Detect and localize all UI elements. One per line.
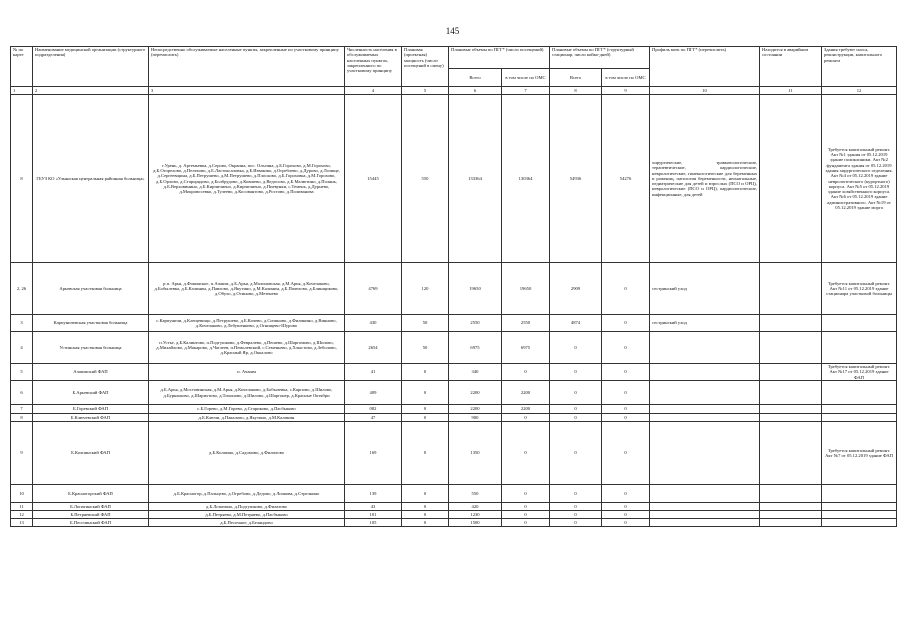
row-beds-oms: 0: [602, 414, 650, 422]
row-population: 2654: [345, 332, 402, 364]
table-row: [11, 263, 897, 315]
header-bed-profile: Профиль коек по ПГГ* (перечислить): [650, 47, 760, 87]
column-number: 9: [602, 87, 650, 95]
row-card-number: 2, 26: [11, 263, 33, 315]
row-population: 169: [345, 422, 402, 485]
row-emergency-state: [760, 95, 822, 263]
row-capacity: 550: [402, 95, 449, 263]
row-beds-oms: 0: [602, 519, 650, 527]
row-population: 4769: [345, 263, 402, 315]
row-visits-oms: 2200: [502, 381, 550, 405]
row-card-number: 12: [11, 511, 33, 519]
row-beds-oms: 0: [602, 485, 650, 503]
row-capacity: 0: [402, 422, 449, 485]
row-organization: Б.Колпинский ФАП: [33, 422, 149, 485]
row-population: 101: [345, 511, 402, 519]
facilities-table: [10, 46, 897, 527]
row-visits-total: 2550: [449, 315, 502, 332]
row-visits-oms: 2200: [502, 405, 550, 414]
row-capacity: 0: [402, 519, 449, 527]
header-bed-days: Плановые объемы по ПГГ* (структурный стационар, число койко-дней): [550, 47, 650, 69]
row-visits-oms: 0: [502, 485, 550, 503]
row-beds-total: 0: [550, 414, 602, 422]
row-capacity: 50: [402, 315, 449, 332]
row-organization: ГБУЗ КО «Ульянская центральная районная больница»: [33, 95, 149, 263]
row-repair-required: [822, 511, 897, 519]
row-bed-profile: [650, 332, 760, 364]
row-capacity: 50: [402, 332, 449, 364]
column-number: 6: [449, 87, 502, 95]
row-card-number: 9: [11, 422, 33, 485]
table-row: [11, 405, 897, 414]
row-repair-required: Требуется капитальный ремонт. Акт №7 от 05.12.2019 здание ФАП: [822, 422, 897, 485]
row-beds-oms: 0: [602, 503, 650, 511]
row-settlements: д.Б.Колпино, д.Садомово, д.Филилово: [149, 422, 345, 485]
row-beds-oms: 54276: [602, 95, 650, 263]
row-organization: Арьевская участковая больница: [33, 263, 149, 315]
row-beds-total: 0: [550, 405, 602, 414]
table-row: [11, 315, 897, 332]
row-population: 430: [345, 315, 402, 332]
column-number: 5: [402, 87, 449, 95]
row-capacity: 0: [402, 511, 449, 519]
row-organization: Б.Красногорский ФАП: [33, 485, 149, 503]
column-number: 2: [33, 87, 149, 95]
header-population: Численность населения в обслуживаемых населенных пунктах, закрепленного по участковому принципу: [345, 47, 402, 87]
row-emergency-state: [760, 381, 822, 405]
row-organization: Б.Лопатинский ФАП: [33, 503, 149, 511]
row-settlements: с.Карпуничи, д.Клещевищо, д.Петрушево, д.Б.Кочево, д.Сизиново, д.Филинино, д.Винново, д.Кочелаково, д.Лебушенково, д.Огнищево-Шурово: [149, 315, 345, 332]
row-visits-oms: 0: [502, 511, 550, 519]
row-settlements: р.п. Арья, д.Фокинское, п.Ачашм, д.Б.Арья, д.Малоновская, д.М.Арья, д.Кочелаково, д.Бобылевка, д.Б.Калинин, д.Павлово, д.Якутино, д.М.Калинин, д.Б.Пачелово, д.Блинщиково, д.Обухо, д.Осиново, д.Мезенево: [149, 263, 345, 315]
table-row: [11, 332, 897, 364]
table-row: [11, 381, 897, 405]
row-organization: Б.Ключевский ФАП: [33, 414, 149, 422]
row-beds-oms: 0: [602, 422, 650, 485]
row-capacity: 0: [402, 405, 449, 414]
table-row: [11, 364, 897, 381]
row-capacity: 120: [402, 263, 449, 315]
row-repair-required: Требуется капитальный ремонт. Акт №11 от 05.12.2019 здание стационара участковой больницы: [822, 263, 897, 315]
column-number: 7: [502, 87, 550, 95]
row-bed-profile: [650, 503, 760, 511]
row-card-number: 11: [11, 503, 33, 511]
row-bed-profile: [650, 519, 760, 527]
row-capacity: 0: [402, 503, 449, 511]
row-repair-required: [822, 519, 897, 527]
row-emergency-state: [760, 422, 822, 485]
row-beds-oms: 0: [602, 405, 650, 414]
row-repair-required: [822, 405, 897, 414]
row-bed-profile: [650, 364, 760, 381]
row-repair-required: [822, 503, 897, 511]
table-row: [11, 414, 897, 422]
row-visits-oms: 0: [502, 422, 550, 485]
row-card-number: 13: [11, 519, 33, 527]
row-capacity: 0: [402, 485, 449, 503]
header-card-number: № по карте: [11, 47, 33, 87]
row-settlements: д.Б.Петряево, д.М.Петряево, д.Пасбыково: [149, 511, 345, 519]
row-organization: Устинская участковая больница: [33, 332, 149, 364]
row-population: 41: [345, 364, 402, 381]
column-number-row: [11, 87, 897, 95]
row-beds-oms: 0: [602, 364, 650, 381]
column-number: 1: [11, 87, 33, 95]
column-number: 12: [822, 87, 897, 95]
row-visits-total: 420: [449, 503, 502, 511]
row-capacity: 0: [402, 414, 449, 422]
row-card-number: 7: [11, 405, 33, 414]
table-row: [11, 422, 897, 485]
row-population: 139: [345, 485, 402, 503]
row-settlements: с.Б.Горево, д.М.Горево, д.Стариково, д.Пасбыково: [149, 405, 345, 414]
row-repair-required: [822, 414, 897, 422]
row-repair-required: Требуется капитальный ремонт. Акт №17 от 05.12.2019 здание ФАП: [822, 364, 897, 381]
row-visits-total: 2200: [449, 381, 502, 405]
row-beds-oms: 0: [602, 315, 650, 332]
row-card-number: 8: [11, 414, 33, 422]
table-row: [11, 503, 897, 511]
row-beds-total: 54936: [550, 95, 602, 263]
table-row: [11, 95, 897, 263]
row-population: 082: [345, 405, 402, 414]
row-card-number: 5: [11, 364, 33, 381]
row-beds-total: 4874: [550, 315, 602, 332]
row-settlements: г.Урень, д. Артемьевка, д.Серово, Окраина, пос. Ольгина, д.Б.Горохово, д.М.Горохово, д.Б.Огорелово, д.Пелехово, д.Б.Ластоксаловка, д.Б.Изваково, д.Огреблево, д.Дурово, д.Лозище, д.Сергеевщина, д.Б.Петрушево, д.М.Петрушево, д.Плосково, д.Б.Гороховка, д.М.Горохово, д.Б.Орлово, д.Старорядово, д.Болбрудово, д.Ковшево, д.Ведосово, д.Б.Малютино, д.Полянь, д.Б.Верховинино, д.Б.Кирпичиено, д.Кирпичиено, д.Пиевунки, с.Темень, д.Дурнево, д.Мокровосевко, д.Тулеево, д.Косовантово, д.Ростово, д.Поливанова: [149, 95, 345, 263]
row-visits-total: 1350: [449, 422, 502, 485]
row-card-number: 6: [11, 381, 33, 405]
row-settlements: д.Б.Арья, д.Мостовинская, д.М.Арья, д.Кочелаково, д.Бобылевка, с.Карпово, д.Шилово, д.Бурнашово, д.Шарихтово, д.Тихоново, д.Шилово, д.Шаргонер, д.Красные Октябри: [149, 381, 345, 405]
row-visits-oms: 0: [502, 364, 550, 381]
row-card-number: 10: [11, 485, 33, 503]
header-visits-total: Всего: [449, 69, 502, 87]
row-repair-required: [822, 381, 897, 405]
row-visits-oms: 0: [502, 503, 550, 511]
row-emergency-state: [760, 263, 822, 315]
column-number: 8: [550, 87, 602, 95]
table-row: [11, 511, 897, 519]
row-settlements: п. Ачашм: [149, 364, 345, 381]
row-beds-oms: 0: [602, 511, 650, 519]
row-repair-required: Требуется капитальный ремонт. Акт №1 здания от 05.12.2019 здание поликлиники. Акт №2 фундамента здания от 05.12.2019 здания хирургического отделения. Акт №4 от 05.12.2019 здание неврологического (курортного) корпуса. Акт №5 от 05.12.2019 здание хозяйственного корпуса. Акт №6 от 05.12.2019 здание административного. Акт №19 от 05.12.2019 здание морга: [822, 95, 897, 263]
row-organization: Б.Петряевский ФАП: [33, 511, 149, 519]
row-bed-profile: [650, 511, 760, 519]
row-emergency-state: [760, 414, 822, 422]
header-organization: Наименование медицинской организации (структурного подразделения): [33, 47, 149, 87]
row-beds-oms: 0: [602, 332, 650, 364]
row-settlements: д.Б.Ключи, д.Пакалово, д.Якутино, д.М.Калинин: [149, 414, 345, 422]
column-number: 3: [149, 87, 345, 95]
row-bed-profile: [650, 422, 760, 485]
row-beds-oms: 0: [602, 263, 650, 315]
table-row: [11, 519, 897, 527]
row-emergency-state: [760, 315, 822, 332]
row-visits-oms: 0: [502, 519, 550, 527]
row-population: 47: [345, 414, 402, 422]
row-beds-total: 0: [550, 364, 602, 381]
row-organization: Ачашмский ФАП: [33, 364, 149, 381]
row-organization: Б.Арьевский ФАП: [33, 381, 149, 405]
row-emergency-state: [760, 519, 822, 527]
header-beds-oms: в том числе по ОМС: [602, 69, 650, 87]
row-visits-total: 1500: [449, 519, 502, 527]
row-visits-total: 6975: [449, 332, 502, 364]
row-bed-profile: [650, 405, 760, 414]
row-capacity: 0: [402, 381, 449, 405]
row-visits-oms: 130364: [502, 95, 550, 263]
header-visits-oms: в том числе по ОМС: [502, 69, 550, 87]
row-beds-total: 0: [550, 511, 602, 519]
header-emergency-state: Находится в аварийном состоянии: [760, 47, 822, 87]
column-number: 11: [760, 87, 822, 95]
row-repair-required: [822, 315, 897, 332]
row-card-number: 8: [11, 95, 33, 263]
row-visits-oms: 6975: [502, 332, 550, 364]
row-repair-required: [822, 485, 897, 503]
row-population: 43: [345, 503, 402, 511]
row-emergency-state: [760, 364, 822, 381]
row-organization: Б.Песочинский ФАП: [33, 519, 149, 527]
row-emergency-state: [760, 405, 822, 414]
row-visits-total: 1230: [449, 511, 502, 519]
row-visits-total: 2200: [449, 405, 502, 414]
row-settlements: д.Б.Песочное, д.Беляндово: [149, 519, 345, 527]
row-emergency-state: [760, 503, 822, 511]
row-beds-total: 0: [550, 485, 602, 503]
row-organization: Карпуничевская участковая больница: [33, 315, 149, 332]
header-settlements: Непосредственно обслуживаемые населенные пункты, закрепленные по участковому принципу (перечислить): [149, 47, 345, 87]
row-bed-profile: [650, 381, 760, 405]
row-card-number: 4: [11, 332, 33, 364]
header-capacity: Плановая (проектная) мощность (число посещений в смену): [402, 47, 449, 87]
row-emergency-state: [760, 485, 822, 503]
row-beds-total: 0: [550, 519, 602, 527]
row-bed-profile: [650, 485, 760, 503]
row-beds-total: 0: [550, 503, 602, 511]
row-capacity: 0: [402, 364, 449, 381]
row-beds-total: 0: [550, 381, 602, 405]
row-beds-oms: 0: [602, 381, 650, 405]
column-number: 10: [650, 87, 760, 95]
row-visits-total: 900: [449, 414, 502, 422]
row-emergency-state: [760, 332, 822, 364]
row-visits-oms: 19650: [502, 263, 550, 315]
row-population: 409: [345, 381, 402, 405]
row-visits-oms: 2550: [502, 315, 550, 332]
row-population: 15445: [345, 95, 402, 263]
header-repair-required: Здания требуют сноса, реконструкции, капитального ремонта: [822, 47, 897, 87]
row-settlements: д.Б.Лопатино, д.Подгушково, д.Филатово: [149, 503, 345, 511]
row-beds-total: 0: [550, 422, 602, 485]
row-card-number: 3: [11, 315, 33, 332]
column-number: 4: [345, 87, 402, 95]
row-visits-oms: 0: [502, 414, 550, 422]
row-visits-total: 550: [449, 485, 502, 503]
row-organization: Б.Горевский ФАП: [33, 405, 149, 414]
row-emergency-state: [760, 511, 822, 519]
table-row: [11, 485, 897, 503]
row-bed-profile: сестринский уход: [650, 263, 760, 315]
row-beds-total: 0: [550, 332, 602, 364]
row-settlements: п.Устье, д.Б.Калинтово, п.Подгушково, д.Февралево, д.Пешево, д.Шаргомово, д.Шилово, д.Михайлово, д.Макарово, д.Чаглеев, п.Пемьлевский, с.Семеньево, д.Хлыстово, д.Зеболово, д.Красный Яр, д.Оккалово: [149, 332, 345, 364]
row-settlements: д.Б.Красногор, д.Пальцево, д.Огребово, д.Дедово, д.Лопкова, д.Стрелкино: [149, 485, 345, 503]
row-visits-total: 19650: [449, 263, 502, 315]
row-population: 105: [345, 519, 402, 527]
row-visits-total: 133364: [449, 95, 502, 263]
row-bed-profile: хирургические, травматологические, терапевтические, кардиологические, неврологические, гинекологические для беременных и рожениц, патология беременности, неонатальные, педиатрические для детей и взрослых (ПСО и ОРЦ), неврологические (ПСО и ОРЦ), кардиологические, инфекционные, для детей: [650, 95, 760, 263]
row-repair-required: [822, 332, 897, 364]
row-beds-total: 2909: [550, 263, 602, 315]
page-number: 145: [445, 26, 460, 36]
header-visits: Плановые объемы по ПГГ* (число посещений): [449, 47, 550, 69]
row-visits-total: 340: [449, 364, 502, 381]
row-bed-profile: [650, 414, 760, 422]
header-beds-total: Всего: [550, 69, 602, 87]
row-bed-profile: сестринский уход: [650, 315, 760, 332]
